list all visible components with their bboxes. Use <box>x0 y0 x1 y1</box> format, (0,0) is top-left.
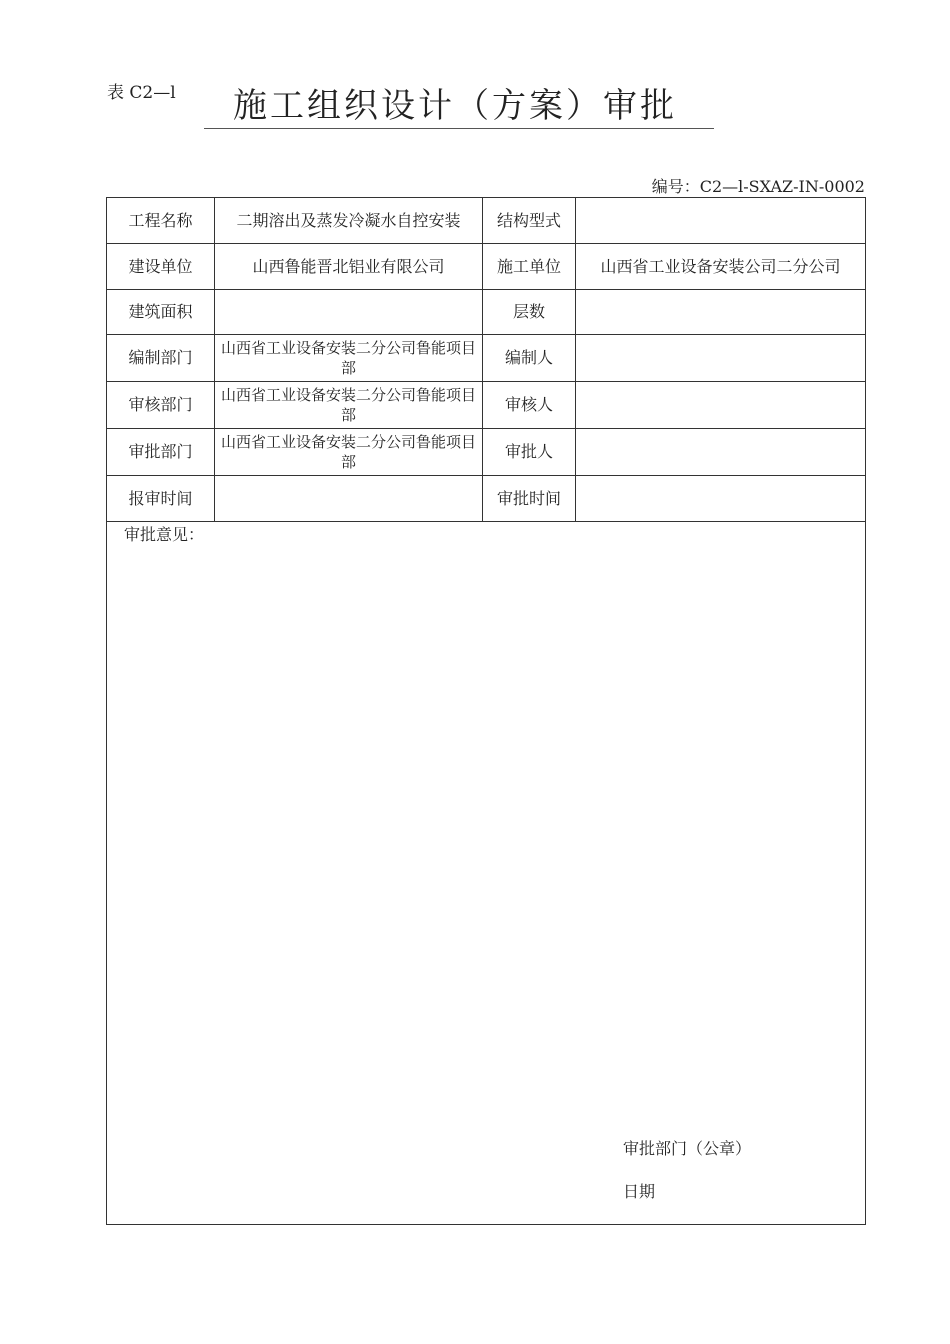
value-reviewer <box>576 382 866 429</box>
value-review-dept: 山西省工业设备安装二分公司鲁能项目部 <box>215 382 483 429</box>
label-building-area: 建筑面积 <box>107 290 215 335</box>
table-row <box>107 290 866 335</box>
document-number: 编号：C2—l-SXAZ-IN-0002 <box>651 177 865 196</box>
value-structure-type <box>576 198 866 244</box>
table-row <box>107 198 866 244</box>
label-approval-dept: 审批部门 <box>107 429 215 476</box>
label-submit-time: 报审时间 <box>107 476 215 522</box>
value-building-area <box>215 290 483 335</box>
table-row <box>107 382 866 429</box>
value-client: 山西鲁能晋北铝业有限公司 <box>215 244 483 290</box>
label-structure-type: 结构型式 <box>483 198 576 244</box>
label-approver: 审批人 <box>483 429 576 476</box>
form-number: 表 C2—l <box>107 83 176 103</box>
label-project-name: 工程名称 <box>107 198 215 244</box>
label-client: 建设单位 <box>107 244 215 290</box>
label-prepared-dept: 编制部门 <box>107 335 215 382</box>
value-approval-time <box>576 476 866 522</box>
opinion-row <box>107 522 866 1225</box>
table-row <box>107 244 866 290</box>
value-prepared-dept: 山西省工业设备安装二分公司鲁能项目部 <box>215 335 483 382</box>
value-prepared-by <box>576 335 866 382</box>
title-underline <box>204 128 714 129</box>
value-approval-dept: 山西省工业设备安装二分公司鲁能项目部 <box>215 429 483 476</box>
value-contractor: 山西省工业设备安装公司二分公司 <box>576 244 866 290</box>
opinion-cell <box>107 522 866 1225</box>
label-floors: 层数 <box>483 290 576 335</box>
approval-form-table <box>106 197 866 1225</box>
label-reviewer: 审核人 <box>483 382 576 429</box>
page-title: 施工组织设计（方案）审批 <box>233 86 677 126</box>
value-project-name: 二期溶出及蒸发冷凝水自控安装 <box>215 198 483 244</box>
label-review-dept: 审核部门 <box>107 382 215 429</box>
label-approval-time: 审批时间 <box>483 476 576 522</box>
opinion-label: 审批意见： <box>124 525 205 544</box>
seal-label: 审批部门（公章） <box>623 1139 752 1158</box>
table-row <box>107 335 866 382</box>
value-floors <box>576 290 866 335</box>
table-row <box>107 429 866 476</box>
label-prepared-by: 编制人 <box>483 335 576 382</box>
value-submit-time <box>215 476 483 522</box>
date-label: 日期 <box>623 1182 656 1201</box>
value-approver <box>576 429 866 476</box>
label-contractor: 施工单位 <box>483 244 576 290</box>
table-row <box>107 476 866 522</box>
